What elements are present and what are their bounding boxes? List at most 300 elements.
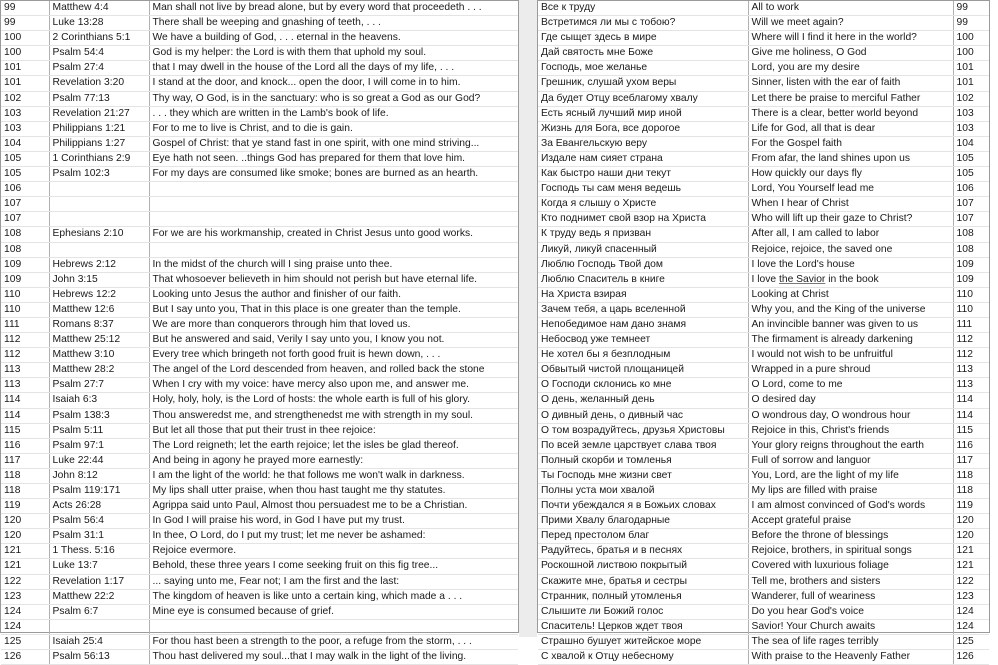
english-title-cell[interactable]: Wanderer, full of weariness — [748, 589, 953, 604]
page-number-cell[interactable]: 122 — [1, 574, 49, 589]
verse-text-cell[interactable] — [149, 182, 518, 197]
scripture-reference-cell[interactable]: John 8:12 — [49, 468, 149, 483]
english-title-cell[interactable] — [748, 272, 953, 287]
page-number-cell[interactable]: 101 — [1, 76, 49, 91]
scripture-reference-cell[interactable]: Hebrews 2:12 — [49, 257, 149, 272]
table-row — [538, 1, 989, 16]
scripture-reference-cell[interactable]: Psalm 77:13 — [49, 91, 149, 106]
page-number-cell[interactable]: 122 — [953, 574, 989, 589]
page-number-cell[interactable]: 124 — [953, 619, 989, 634]
page-number-cell[interactable]: 103 — [953, 106, 989, 121]
page-number-cell[interactable]: 109 — [953, 257, 989, 272]
russian-title-cell[interactable]: Не хотел бы я безплодным — [538, 348, 748, 363]
page-number-cell[interactable]: 107 — [953, 212, 989, 227]
page-number-cell[interactable]: 102 — [1, 91, 49, 106]
page-number-cell[interactable]: 121 — [1, 559, 49, 574]
english-title-cell[interactable]: Full of sorrow and languor — [748, 453, 953, 468]
page-number-cell[interactable]: 107 — [953, 197, 989, 212]
verse-text-cell[interactable]: . . . they which are written in the Lamb's book of life. — [149, 106, 518, 121]
table-row — [1, 106, 518, 121]
english-title-cell[interactable]: You, Lord, are the light of my life — [748, 468, 953, 483]
scripture-reference-cell[interactable]: Matthew 12:6 — [49, 302, 149, 317]
russian-title-cell[interactable]: О дивный день, о дивный час — [538, 408, 748, 423]
russian-title-cell[interactable]: Дай святость мне Боже — [538, 46, 748, 61]
russian-title-cell[interactable]: Небосвод уже темнеет — [538, 333, 748, 348]
russian-title-cell[interactable]: Странник, полный утомленья — [538, 589, 748, 604]
page-number-cell[interactable]: 101 — [1, 61, 49, 76]
table-row — [538, 604, 989, 619]
scripture-reference-cell[interactable]: Psalm 102:3 — [49, 167, 149, 182]
verse-text-cell[interactable]: When I cry with my voice: have mercy also upon me, and answer me. — [149, 378, 518, 393]
english-title-cell[interactable]: Your glory reigns throughout the earth — [748, 438, 953, 453]
english-title-cell[interactable]: After all, I am called to labor — [748, 227, 953, 242]
scripture-reference-cell[interactable]: Revelation 3:20 — [49, 76, 149, 91]
page-number-cell[interactable]: 99 — [1, 16, 49, 31]
page-number-cell[interactable]: 116 — [1, 438, 49, 453]
scripture-reference-cell[interactable]: Psalm 31:1 — [49, 529, 149, 544]
page-number-cell[interactable]: 114 — [953, 393, 989, 408]
scripture-reference-cell[interactable]: Philippians 1:21 — [49, 121, 149, 136]
russian-title-cell[interactable]: Все к труду — [538, 1, 748, 16]
english-title-cell[interactable]: Give me holiness, O God — [748, 46, 953, 61]
page-number-cell[interactable]: 104 — [953, 136, 989, 151]
scripture-reference-cell[interactable] — [49, 197, 149, 212]
verse-text-cell[interactable]: that I may dwell in the house of the Lord all the days of my life, . . . — [149, 61, 518, 76]
table-row — [538, 619, 989, 634]
russian-title-cell[interactable]: Ликуй, ликуй спасенный — [538, 242, 748, 257]
page-number-cell[interactable]: 114 — [1, 393, 49, 408]
page-number-cell[interactable]: 120 — [953, 514, 989, 529]
russian-title-cell[interactable]: За Евангельскую веру — [538, 136, 748, 151]
page-number-cell[interactable]: 119 — [1, 499, 49, 514]
scripture-reference-cell[interactable] — [49, 212, 149, 227]
russian-title-cell[interactable]: Встретимся ли мы с тобою? — [538, 16, 748, 31]
page-number-cell[interactable]: 100 — [953, 46, 989, 61]
russian-title-cell[interactable]: Кто поднимет свой взор на Христа — [538, 212, 748, 227]
page-number-cell[interactable]: 124 — [953, 604, 989, 619]
scripture-reference-cell[interactable]: Isaiah 6:3 — [49, 393, 149, 408]
page-number-cell[interactable]: 120 — [953, 529, 989, 544]
page-number-cell[interactable]: 113 — [1, 378, 49, 393]
english-title-cell[interactable]: Rejoice, rejoice, the saved one — [748, 242, 953, 257]
scripture-reference-cell[interactable]: Matthew 28:2 — [49, 363, 149, 378]
russian-title-cell[interactable]: Господь ты сам меня ведешь — [538, 182, 748, 197]
verse-text-cell[interactable]: ... saying unto me, Fear not; I am the first and the last: — [149, 574, 518, 589]
page-number-cell[interactable]: 114 — [1, 408, 49, 423]
english-title-cell[interactable]: Accept grateful praise — [748, 514, 953, 529]
page-number-cell[interactable]: 108 — [953, 227, 989, 242]
page-number-cell[interactable]: 119 — [953, 499, 989, 514]
verse-text-cell[interactable]: The kingdom of heaven is like unto a certain king, which made a . . . — [149, 589, 518, 604]
russian-title-cell[interactable]: Как быстро наши дни текут — [538, 167, 748, 182]
page-number-cell[interactable]: 121 — [953, 544, 989, 559]
verse-text-cell[interactable]: Thou hast delivered my soul...that I may walk in the light of the living. — [149, 650, 518, 665]
page-number-cell[interactable]: 99 — [953, 1, 989, 16]
page-number-cell[interactable]: 126 — [953, 650, 989, 665]
scripture-reference-cell[interactable] — [49, 182, 149, 197]
verse-text-cell[interactable]: Thy way, O God, is in the sanctuary: who is so great a God as our God? — [149, 91, 518, 106]
page-number-cell[interactable]: 121 — [1, 544, 49, 559]
verse-text-cell[interactable]: But he answered and said, Verily I say unto you, I know you not. — [149, 333, 518, 348]
scripture-reference-cell[interactable]: Psalm 27:4 — [49, 61, 149, 76]
english-title-cell[interactable]: Rejoice, brothers, in spiritual songs — [748, 544, 953, 559]
verse-text-cell[interactable]: Man shall not live by bread alone, but by every word that proceedeth . . . — [149, 1, 518, 16]
table-row — [1, 242, 518, 257]
verse-text-cell[interactable]: In God I will praise his word, in God I have put my trust. — [149, 514, 518, 529]
english-title-cell[interactable]: Do you hear God's voice — [748, 604, 953, 619]
english-title-cell[interactable]: Looking at Christ — [748, 287, 953, 302]
page-number-cell[interactable]: 104 — [1, 136, 49, 151]
right-hymn-table-panel — [537, 0, 990, 663]
russian-title-cell[interactable]: Непобедимое нам дано знамя — [538, 317, 748, 332]
verse-text-cell[interactable]: God is my helper: the Lord is with them that uphold my soul. — [149, 46, 518, 61]
page-number-cell[interactable]: 102 — [953, 91, 989, 106]
english-title-cell[interactable]: I love the Lord's house — [748, 257, 953, 272]
verse-text-cell[interactable]: We are more than conquerors through him that loved us. — [149, 317, 518, 332]
verse-text-cell[interactable]: Mine eye is consumed because of grief. — [149, 604, 518, 619]
scripture-reference-cell[interactable] — [49, 619, 149, 634]
russian-title-cell[interactable]: Люблю Господь Твой дом — [538, 257, 748, 272]
page-number-cell[interactable]: 114 — [953, 408, 989, 423]
scripture-reference-cell[interactable]: Psalm 97:1 — [49, 438, 149, 453]
page-number-cell[interactable]: 103 — [953, 121, 989, 136]
scripture-reference-cell[interactable]: Romans 8:37 — [49, 317, 149, 332]
english-title-cell[interactable]: Lord, You Yourself lead me — [748, 182, 953, 197]
page-number-cell[interactable]: 115 — [1, 423, 49, 438]
page-number-cell[interactable]: 120 — [1, 529, 49, 544]
russian-title-cell[interactable]: Радуйтесь, братья и в песнях — [538, 544, 748, 559]
scripture-reference-cell[interactable]: Revelation 1:17 — [49, 574, 149, 589]
scripture-reference-cell[interactable]: Matthew 25:12 — [49, 333, 149, 348]
verse-text-cell[interactable] — [149, 242, 518, 257]
verse-text-cell[interactable] — [149, 619, 518, 634]
page-number-cell[interactable]: 112 — [953, 348, 989, 363]
page-number-cell[interactable]: 125 — [953, 634, 989, 649]
page-number-cell[interactable]: 107 — [1, 197, 49, 212]
russian-title-cell[interactable]: На Христа взирая — [538, 287, 748, 302]
table-row — [1, 574, 518, 589]
verse-text-cell[interactable]: For to me to live is Christ, and to die is gain. — [149, 121, 518, 136]
table-row — [1, 61, 518, 76]
russian-title-cell[interactable]: О Господи склонись ко мне — [538, 378, 748, 393]
russian-title-cell[interactable]: Страшно бушует житейское море — [538, 634, 748, 649]
english-title-cell[interactable]: Why you, and the King of the universe — [748, 302, 953, 317]
scripture-reference-cell[interactable]: Psalm 56:4 — [49, 514, 149, 529]
english-title-cell[interactable]: How quickly our days fly — [748, 167, 953, 182]
scripture-reference-cell[interactable]: Psalm 6:7 — [49, 604, 149, 619]
page-number-cell[interactable]: 118 — [1, 468, 49, 483]
page-number-cell[interactable]: 118 — [953, 484, 989, 499]
english-title-cell[interactable]: My lips are filled with praise — [748, 484, 953, 499]
russian-title-cell[interactable]: Зачем тебя, а царь вселенной — [538, 302, 748, 317]
english-title-cell[interactable]: I am almost convinced of God's words — [748, 499, 953, 514]
page-number-cell[interactable]: 103 — [1, 121, 49, 136]
russian-title-cell[interactable]: Жизнь для Бога, все дорогое — [538, 121, 748, 136]
page-number-cell[interactable]: 115 — [953, 423, 989, 438]
verse-text-cell[interactable]: Thou answeredst me, and strengthenedst me with strength in my soul. — [149, 408, 518, 423]
russian-title-cell[interactable]: К труду ведь я призван — [538, 227, 748, 242]
english-title-cell[interactable]: The sea of life rages terribly — [748, 634, 953, 649]
english-title-cell[interactable]: Wrapped in a pure shroud — [748, 363, 953, 378]
page-number-cell[interactable]: 108 — [1, 227, 49, 242]
scripture-reference-cell[interactable]: Matthew 4:4 — [49, 1, 149, 16]
page-number-cell[interactable]: 111 — [1, 317, 49, 332]
page-number-cell[interactable]: 100 — [1, 31, 49, 46]
page-number-cell[interactable]: 121 — [953, 559, 989, 574]
scripture-reference-cell[interactable]: Hebrews 12:2 — [49, 287, 149, 302]
page-number-cell[interactable]: 113 — [1, 363, 49, 378]
verse-text-cell[interactable]: But let all those that put their trust in thee rejoice: — [149, 423, 518, 438]
verse-text-cell[interactable]: Looking unto Jesus the author and finisher of our faith. — [149, 287, 518, 302]
page-number-cell[interactable]: 116 — [953, 438, 989, 453]
russian-title-cell[interactable]: Ты Господь мне жизни свет — [538, 468, 748, 483]
english-title-cell[interactable]: Before the throne of blessings — [748, 529, 953, 544]
russian-title-cell[interactable]: Роскошной листвою покрытый — [538, 559, 748, 574]
scripture-reference-cell[interactable]: Psalm 119:171 — [49, 484, 149, 499]
page-number-cell[interactable]: 100 — [1, 46, 49, 61]
table-row — [1, 197, 518, 212]
english-title-cell[interactable]: Life for God, all that is dear — [748, 121, 953, 136]
page-number-cell[interactable]: 125 — [1, 634, 49, 649]
scripture-reference-cell[interactable]: 1 Corinthians 2:9 — [49, 151, 149, 166]
verse-text-cell[interactable] — [149, 212, 518, 227]
table-row — [1, 529, 518, 544]
scripture-reference-cell[interactable]: Revelation 21:27 — [49, 106, 149, 121]
english-title-cell[interactable]: For the Gospel faith — [748, 136, 953, 151]
verse-text-cell[interactable]: We have a building of God, . . . eternal in the heavens. — [149, 31, 518, 46]
table-row — [1, 121, 518, 136]
verse-text-cell[interactable]: Agrippa said unto Paul, Almost thou persuadest me to be a Christian. — [149, 499, 518, 514]
verse-text-cell[interactable]: That whosoever believeth in him should not perish but have eternal life. — [149, 272, 518, 287]
verse-text-cell[interactable]: But I say unto you, That in this place is one greater than the temple. — [149, 302, 518, 317]
table-row — [538, 121, 989, 136]
table-row — [1, 408, 518, 423]
page-number-cell[interactable]: 100 — [953, 31, 989, 46]
table-row — [1, 76, 518, 91]
verse-text-cell[interactable]: There shall be weeping and gnashing of teeth, . . . — [149, 16, 518, 31]
page-number-cell[interactable]: 105 — [953, 151, 989, 166]
page-number-cell[interactable]: 106 — [953, 182, 989, 197]
table-row — [538, 106, 989, 121]
table-row — [538, 302, 989, 317]
english-title-cell[interactable]: Savior! Your Church awaits — [748, 619, 953, 634]
scripture-reference-cell[interactable]: Psalm 54:4 — [49, 46, 149, 61]
scripture-reference-cell[interactable]: Luke 13:28 — [49, 16, 149, 31]
underlined-word: the Savior — [778, 273, 826, 285]
verse-text-cell[interactable]: I stand at the door, and knock... open the door, I will come in to him. — [149, 76, 518, 91]
table-row — [538, 378, 989, 393]
page-number-cell[interactable]: 108 — [1, 242, 49, 257]
russian-title-cell[interactable]: С хвалой к Отцу небесному — [538, 650, 748, 665]
russian-title-cell[interactable]: Полный скорби и томленья — [538, 453, 748, 468]
english-title-cell[interactable]: Sinner, listen with the ear of faith — [748, 76, 953, 91]
page-number-cell[interactable]: 111 — [953, 317, 989, 332]
english-title-cell[interactable]: Rejoice in this, Christ's friends — [748, 423, 953, 438]
table-row — [1, 438, 518, 453]
scripture-reference-cell[interactable]: Philippians 1:27 — [49, 136, 149, 151]
table-row — [538, 212, 989, 227]
page-number-cell[interactable]: 117 — [1, 453, 49, 468]
verse-text-cell[interactable]: Every tree which bringeth not forth good fruit is hewn down, . . . — [149, 348, 518, 363]
page-number-cell[interactable]: 118 — [953, 468, 989, 483]
english-title-cell[interactable]: An invincible banner was given to us — [748, 317, 953, 332]
russian-title-cell[interactable]: О день, желанный день — [538, 393, 748, 408]
scripture-reference-cell[interactable]: Psalm 138:3 — [49, 408, 149, 423]
page-number-cell[interactable]: 123 — [1, 589, 49, 604]
verse-text-cell[interactable]: Gospel of Christ: that ye stand fast in one spirit, with one mind striving... — [149, 136, 518, 151]
english-title-cell[interactable]: Let there be praise to merciful Father — [748, 91, 953, 106]
scripture-reference-cell[interactable]: Luke 22:44 — [49, 453, 149, 468]
english-title-cell[interactable]: With praise to the Heavenly Father — [748, 650, 953, 665]
page-number-cell[interactable]: 109 — [953, 272, 989, 287]
russian-title-cell[interactable]: Издале нам сияет страна — [538, 151, 748, 166]
verse-text-cell[interactable]: In the midst of the church will I sing praise unto thee. — [149, 257, 518, 272]
russian-title-cell[interactable]: Когда я слышу о Христе — [538, 197, 748, 212]
verse-text-cell[interactable]: My lips shall utter praise, when thou hast taught me thy statutes. — [149, 484, 518, 499]
scripture-reference-cell[interactable]: Psalm 56:13 — [49, 650, 149, 665]
page-number-cell[interactable]: 99 — [953, 16, 989, 31]
verse-text-cell[interactable]: Holy, holy, holy, is the Lord of hosts: the whole earth is full of his glory. — [149, 393, 518, 408]
english-title-cell[interactable]: Tell me, brothers and sisters — [748, 574, 953, 589]
russian-title-cell[interactable]: Перед престолом благ — [538, 529, 748, 544]
page-number-cell[interactable]: 117 — [953, 453, 989, 468]
scripture-reference-cell[interactable]: Ephesians 2:10 — [49, 227, 149, 242]
table-row — [538, 287, 989, 302]
english-title-cell[interactable]: Covered with luxurious foliage — [748, 559, 953, 574]
scripture-reference-cell[interactable]: Psalm 5:11 — [49, 423, 149, 438]
english-title-cell[interactable]: When I hear of Christ — [748, 197, 953, 212]
page-number-cell[interactable]: 110 — [953, 302, 989, 317]
table-row — [1, 212, 518, 227]
table-row — [538, 227, 989, 242]
page-number-cell[interactable]: 110 — [1, 302, 49, 317]
page-number-cell[interactable]: 112 — [1, 348, 49, 363]
scripture-reference-cell[interactable]: Luke 13:7 — [49, 559, 149, 574]
verse-text-cell[interactable]: In thee, O Lord, do I put my trust; let me never be ashamed: — [149, 529, 518, 544]
page-number-cell[interactable]: 124 — [1, 619, 49, 634]
page-number-cell[interactable]: 107 — [1, 212, 49, 227]
scripture-reference-cell[interactable]: Psalm 27:7 — [49, 378, 149, 393]
verse-text-cell[interactable]: The Lord reigneth; let the earth rejoice; let the isles be glad thereof. — [149, 438, 518, 453]
russian-title-cell[interactable]: Обвытый чистой площаницей — [538, 363, 748, 378]
english-title-cell[interactable]: Lord, you are my desire — [748, 61, 953, 76]
english-title-cell[interactable]: Who will lift up their gaze to Christ? — [748, 212, 953, 227]
table-row — [1, 453, 518, 468]
english-title-cell[interactable]: O Lord, come to me — [748, 378, 953, 393]
verse-text-cell[interactable]: For thou hast been a strength to the poor, a refuge from the storm, . . . — [149, 634, 518, 649]
verse-text-cell[interactable]: And being in agony he prayed more earnestly: — [149, 453, 518, 468]
scripture-reference-cell[interactable]: Isaiah 25:4 — [49, 634, 149, 649]
scripture-reference-cell[interactable] — [49, 242, 149, 257]
page-number-cell[interactable]: 120 — [1, 514, 49, 529]
table-row — [1, 91, 518, 106]
scripture-reference-cell[interactable]: Matthew 22:2 — [49, 589, 149, 604]
scripture-reference-cell[interactable]: Matthew 3:10 — [49, 348, 149, 363]
page-number-cell[interactable]: 110 — [1, 287, 49, 302]
page-number-cell[interactable]: 123 — [953, 589, 989, 604]
scripture-reference-cell[interactable]: 1 Thess. 5:16 — [49, 544, 149, 559]
table-row — [538, 31, 989, 46]
english-title-cell[interactable]: Will we meet again? — [748, 16, 953, 31]
page-number-cell[interactable]: 110 — [953, 287, 989, 302]
page-number-cell[interactable]: 105 — [1, 151, 49, 166]
russian-title-cell[interactable]: Господь, мое желанье — [538, 61, 748, 76]
table-row — [1, 363, 518, 378]
russian-title-cell[interactable]: Скажите мне, братья и сестры — [538, 574, 748, 589]
page-number-cell[interactable]: 113 — [953, 378, 989, 393]
english-title-cell[interactable]: From afar, the land shines upon us — [748, 151, 953, 166]
table-row — [1, 31, 518, 46]
scripture-reference-cell[interactable]: Acts 26:28 — [49, 499, 149, 514]
verse-text-cell[interactable]: Eye hath not seen. ..things God has prepared for them that love him. — [149, 151, 518, 166]
russian-title-cell[interactable]: Люблю Спаситель в книге — [538, 272, 748, 287]
english-title-cell[interactable]: O wondrous day, O wondrous hour — [748, 408, 953, 423]
table-row — [538, 363, 989, 378]
russian-title-cell[interactable]: Да будет Отцу всеблагому хвалу — [538, 91, 748, 106]
page-number-cell[interactable]: 124 — [1, 604, 49, 619]
russian-title-cell[interactable]: Полны уста мои хвалой — [538, 484, 748, 499]
page-number-cell[interactable]: 109 — [1, 257, 49, 272]
russian-title-cell[interactable]: Слышите ли Божий голос — [538, 604, 748, 619]
verse-text-cell[interactable] — [149, 197, 518, 212]
table-row — [1, 559, 518, 574]
table-row — [538, 182, 989, 197]
page-number-cell[interactable]: 101 — [953, 61, 989, 76]
russian-title-cell[interactable]: Прими Хвалу благодарные — [538, 514, 748, 529]
page-number-cell[interactable]: 101 — [953, 76, 989, 91]
page-number-cell[interactable]: 103 — [1, 106, 49, 121]
verse-text-cell[interactable]: For my days are consumed like smoke; bones are burned as an hearth. — [149, 167, 518, 182]
scripture-reference-cell[interactable]: 2 Corinthians 5:1 — [49, 31, 149, 46]
page-number-cell[interactable]: 109 — [1, 272, 49, 287]
table-row — [1, 604, 518, 619]
verse-text-cell[interactable]: The angel of the Lord descended from heaven, and rolled back the stone — [149, 363, 518, 378]
english-title-cell[interactable]: Where will I find it here in the world? — [748, 31, 953, 46]
russian-title-cell[interactable]: Почти убеждался я в Божьих словах — [538, 499, 748, 514]
verse-text-cell[interactable]: Behold, these three years I come seeking fruit on this fig tree... — [149, 559, 518, 574]
page-number-cell[interactable]: 113 — [953, 363, 989, 378]
verse-text-cell[interactable]: For we are his workmanship, created in Christ Jesus unto good works. — [149, 227, 518, 242]
russian-title-cell[interactable]: По всей земле царствует слава твоя — [538, 438, 748, 453]
page-number-cell[interactable]: 108 — [953, 242, 989, 257]
table-row — [538, 257, 989, 272]
page-number-cell[interactable]: 126 — [1, 650, 49, 665]
table-row — [1, 333, 518, 348]
page-number-cell[interactable]: 105 — [953, 167, 989, 182]
table-row — [538, 76, 989, 91]
russian-title-cell[interactable]: Где сыщет здесь в мире — [538, 31, 748, 46]
verse-text-cell[interactable]: Rejoice evermore. — [149, 544, 518, 559]
russian-title-cell[interactable]: Есть ясный лучший мир иной — [538, 106, 748, 121]
english-title-cell[interactable]: The firmament is already darkening — [748, 333, 953, 348]
table-row — [1, 302, 518, 317]
page-number-cell[interactable]: 112 — [953, 333, 989, 348]
russian-title-cell[interactable]: Спаситель! Церков ждет твоя — [538, 619, 748, 634]
russian-title-cell[interactable]: О том возрадуйтесь, друзья Христовы — [538, 423, 748, 438]
english-title-cell[interactable]: I would not wish to be unfruitful — [748, 348, 953, 363]
page-number-cell[interactable]: 105 — [1, 167, 49, 182]
page-number-cell[interactable]: 118 — [1, 484, 49, 499]
english-title-cell[interactable]: O desired day — [748, 393, 953, 408]
english-title-cell[interactable]: There is a clear, better world beyond — [748, 106, 953, 121]
russian-title-cell[interactable]: Грешник, слушай ухом веры — [538, 76, 748, 91]
english-title-cell[interactable]: All to work — [748, 1, 953, 16]
page-number-cell[interactable]: 112 — [1, 333, 49, 348]
page-number-cell[interactable]: 106 — [1, 182, 49, 197]
scripture-reference-cell[interactable]: John 3:15 — [49, 272, 149, 287]
page-number-cell[interactable]: 99 — [1, 1, 49, 16]
verse-text-cell[interactable]: I am the light of the world: he that follows me won't walk in darkness. — [149, 468, 518, 483]
